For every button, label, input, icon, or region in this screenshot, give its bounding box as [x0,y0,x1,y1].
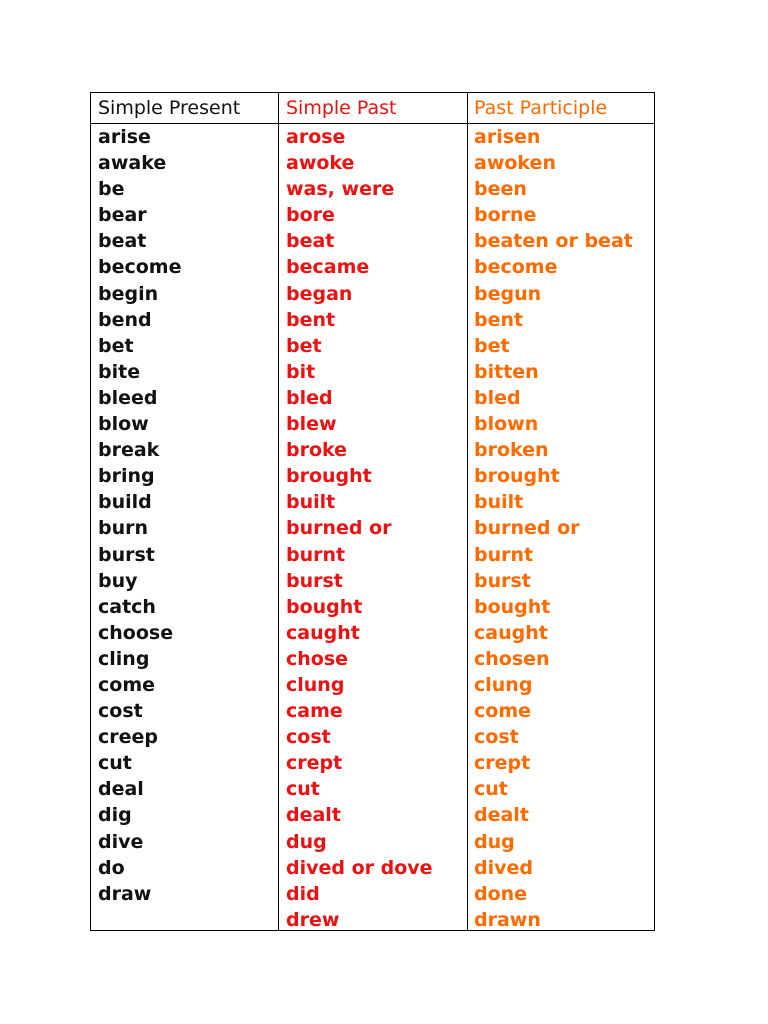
past-verb: arose [286,126,346,148]
present-verb: bring [98,465,155,488]
participle-verb: come [474,700,531,723]
column-simple-past [286,124,433,933]
present-verb: break [98,439,160,462]
present-verb: do [98,856,125,879]
present-verb: creep [98,726,159,749]
participle-verb: cut [474,778,508,801]
participle-verb: bet [474,334,510,357]
past-verb: beat [286,230,335,253]
column-simple-present [98,124,182,907]
participle-verb: arisen [474,126,541,148]
participle-verb: clung [474,673,533,696]
present-verb: catch [98,595,156,618]
present-verb: build [98,491,152,514]
present-verb: come [98,673,155,696]
participle-verb: begun [474,282,542,305]
past-verb: cut [286,778,320,801]
participle-verb: burned or [474,517,580,540]
participle-verb: become [474,256,558,279]
present-verb: draw [98,882,152,905]
present-verb: dig [98,804,132,827]
past-verb: began [286,282,353,305]
participle-verb: beaten or beat [474,230,633,253]
present-verb: beat [98,230,147,253]
present-verb: bleed [98,386,158,409]
present-verb: burst [98,543,155,566]
past-verb: awoke [286,152,355,175]
past-verb: drew [286,908,340,931]
participle-verb: dealt [474,804,529,827]
participle-verb: borne [474,204,537,227]
past-verb: bled [286,386,333,409]
past-verb: burnt [286,543,346,566]
present-verb: burn [98,517,149,540]
participle-verb: blown [474,413,539,436]
header-simple-present: Simple Present [98,97,241,119]
participle-verb: bled [474,386,521,409]
past-verb: brought [286,465,372,488]
past-verb: did [286,882,320,905]
present-verb: cut [98,752,132,775]
participle-verb: built [474,491,524,514]
participle-verb: crept [474,752,531,775]
participle-verb: drawn [474,908,541,931]
participle-verb: burnt [474,543,534,566]
past-verb: burned or [286,517,392,540]
past-verb: blew [286,413,337,436]
participle-verb: cost [474,726,519,749]
present-verb: cost [98,700,143,723]
past-verb: cost [286,726,331,749]
present-verb: dive [98,830,144,853]
past-verb: dealt [286,804,341,827]
past-verb: built [286,491,336,514]
present-verb: blow [98,413,149,436]
participle-verb: dived [474,856,533,879]
header-simple-past: Simple Past [286,97,397,119]
past-verb: bore [286,204,335,227]
past-verb: became [286,256,370,279]
past-verb: bet [286,334,322,357]
past-verb: burst [286,569,343,592]
present-verb: awake [98,152,167,175]
present-verb: buy [98,569,138,592]
participle-verb: done [474,882,528,905]
present-verb: be [98,178,125,201]
participle-verb: burst [474,569,531,592]
verb-table [90,92,655,931]
present-verb: arise [98,126,151,148]
present-verb: bear [98,204,147,227]
present-verb: bite [98,360,141,383]
participle-verb: bent [474,308,524,331]
present-verb: begin [98,282,159,305]
past-verb: clung [286,673,345,696]
participle-verb: bitten [474,360,539,383]
past-verb: dived or dove [286,856,433,879]
participle-verb: chosen [474,647,550,670]
past-verb: bent [286,308,336,331]
past-verb: was, were [286,178,395,201]
column-divider [278,93,279,930]
participle-verb: dug [474,830,515,853]
past-verb: chose [286,647,349,670]
present-verb: deal [98,778,144,801]
participle-verb: been [474,178,527,201]
participle-verb: bought [474,595,551,618]
past-verb: dug [286,830,327,853]
participle-verb: brought [474,465,560,488]
column-divider [467,93,468,930]
participle-verb: broken [474,439,549,462]
present-verb: bend [98,308,152,331]
past-verb: crept [286,752,343,775]
present-verb: become [98,256,182,279]
past-verb: bit [286,360,316,383]
column-past-participle [474,124,633,933]
participle-verb: caught [474,621,548,644]
present-verb: bet [98,334,134,357]
header-past-participle: Past Participle [474,97,608,119]
past-verb: caught [286,621,360,644]
present-verb: choose [98,621,174,644]
participle-verb: awoken [474,152,556,175]
past-verb: came [286,700,343,723]
past-verb: broke [286,439,348,462]
past-verb: bought [286,595,363,618]
present-verb: cling [98,647,150,670]
